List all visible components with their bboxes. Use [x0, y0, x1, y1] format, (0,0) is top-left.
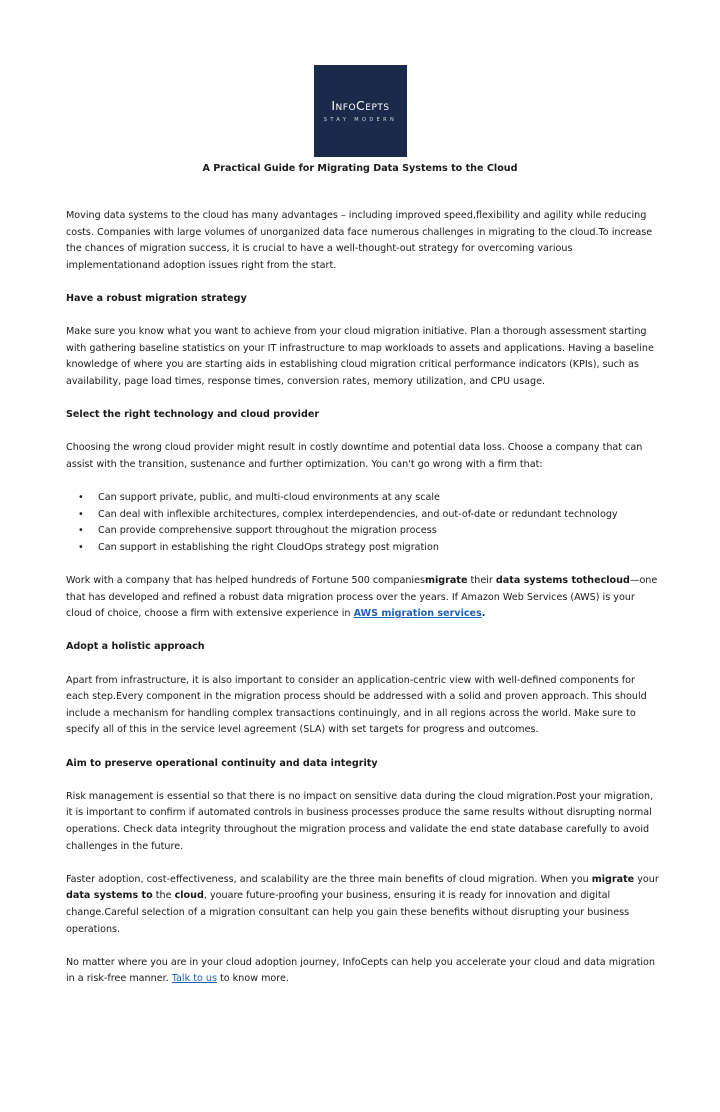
- list-item: [78, 540, 660, 557]
- text-run: , youare future-proofing your business, ensuring it is ready for innovation and digital change.Careful selection of a migration consultant can help you gain these benefits without disrupting your business operations.: [66, 890, 630, 935]
- provider-criteria-list: [66, 490, 660, 556]
- list-item-text: Can support in establishing the right CloudOps strategy post migration: [98, 541, 439, 553]
- closing-paragraph: [66, 955, 660, 988]
- text-run: the: [152, 890, 175, 902]
- list-item-text: Can provide comprehensive support throughout the migration process: [98, 525, 437, 537]
- intro-paragraph: Moving data systems to the cloud has many advantages – including improved speed,flexibility and agility while reducing costs. Companies with large volumes of unorganized data face numerous challenges in migrating to the cloud.To increase the chances of migration success, it is crucial to have a well-thought-out strategy for overcoming various implementationand adoption issues right from the start.: [66, 210, 653, 271]
- document-title: A Practical Guide for Migrating Data Systems to the Cloud: [202, 163, 518, 174]
- document-body: [66, 208, 660, 1005]
- list-item-text: Can support private, public, and multi-cloud environments at any scale: [98, 492, 440, 504]
- aws-migration-services-link[interactable]: AWS migration services: [353, 608, 482, 620]
- bold-run: cloud: [174, 890, 204, 902]
- infocepts-logo: [314, 65, 407, 157]
- text-run: —one that has developed and refined a robust data migration process over the years. If Amazon Web Services (AWS) is your cloud of choice, choose a firm with extensive experience in: [66, 575, 658, 620]
- text-run: .: [481, 608, 486, 620]
- section-paragraph-provider: Choosing the wrong cloud provider might result in costly downtime and potential data loss. Choose a company that can assist with the transition, sustenance and further optimization. You can't go wrong with a firm that:: [66, 442, 643, 470]
- talk-to-us-link[interactable]: Talk to us: [171, 973, 217, 985]
- section-paragraph-holistic: Apart from infrastructure, it is also important to consider an application-centric view with well-defined components for each step.Every component in the migration process should be addressed with a solid and proven approach. This should include a mechanism for handling complex transactions continuingly, and in all regions across the world. Make sure to specify all of this in the service level agreement (SLA) with set targets for progress and outcomes.: [66, 674, 647, 736]
- bold-run: migrate: [425, 575, 468, 587]
- section-paragraph-aws: [66, 573, 660, 623]
- bullet-icon: •: [78, 525, 84, 537]
- logo-name: InfoCepts: [331, 98, 390, 113]
- list-item-text: Can deal with inflexible architectures, complex interdependencies, and out-of-date or redundant technology: [98, 508, 618, 520]
- bold-run: migrate: [591, 873, 635, 885]
- benefits-paragraph: [66, 872, 660, 938]
- text-run: their: [467, 575, 496, 587]
- section-heading-strategy: Have a robust migration strategy: [66, 292, 247, 304]
- text-run: No matter where you are in your cloud adoption journey, InfoCepts can help you accelerate your cloud and data migration in a risk-free manner.: [66, 956, 655, 985]
- text-run: Work with a company that has helped hundreds of Fortune 500 companies: [66, 575, 425, 587]
- text-run: to know more.: [216, 973, 289, 985]
- text-run: Faster adoption, cost-effectiveness, and scalability are the three main benefits of cloud migration. When you: [66, 873, 592, 885]
- text-run: your: [634, 873, 659, 885]
- list-item: [78, 507, 660, 524]
- bold-run: data systems to: [66, 890, 153, 902]
- bullet-icon: •: [78, 492, 84, 504]
- bullet-icon: •: [78, 541, 84, 553]
- section-heading-provider: Select the right technology and cloud provider: [66, 409, 320, 421]
- section-paragraph-strategy: Make sure you know what you want to achieve from your cloud migration initiative. Plan a thorough assessment starting with gathering baseline statistics on your IT infrastructure to map workloads to assets and applications. Having a baseline knowledge of where you are starting aids in establishing cloud migration critical performance indicators (KPIs), such as availability, page load times, response times, conversion rates, memory utilization, and CPU usage.: [66, 326, 654, 387]
- section-paragraph-continuity: Risk management is essential so that there is no impact on sensitive data during the cloud migration.Post your migration, it is important to confirm if automated controls in business processes produce the same results without disrupting normal operations. Check data integrity throughout the migration process and validate the end state database carefully to avoid challenges in the future.: [66, 790, 654, 852]
- list-item: [78, 523, 660, 540]
- bullet-icon: •: [78, 508, 84, 520]
- logo-tagline: STAY MODERN: [323, 117, 398, 123]
- section-heading-continuity: Aim to preserve operational continuity and data integrity: [66, 757, 378, 769]
- bold-run: data systems tothecloud: [495, 575, 630, 587]
- section-heading-holistic: Adopt a holistic approach: [66, 641, 205, 653]
- list-item: [78, 490, 660, 507]
